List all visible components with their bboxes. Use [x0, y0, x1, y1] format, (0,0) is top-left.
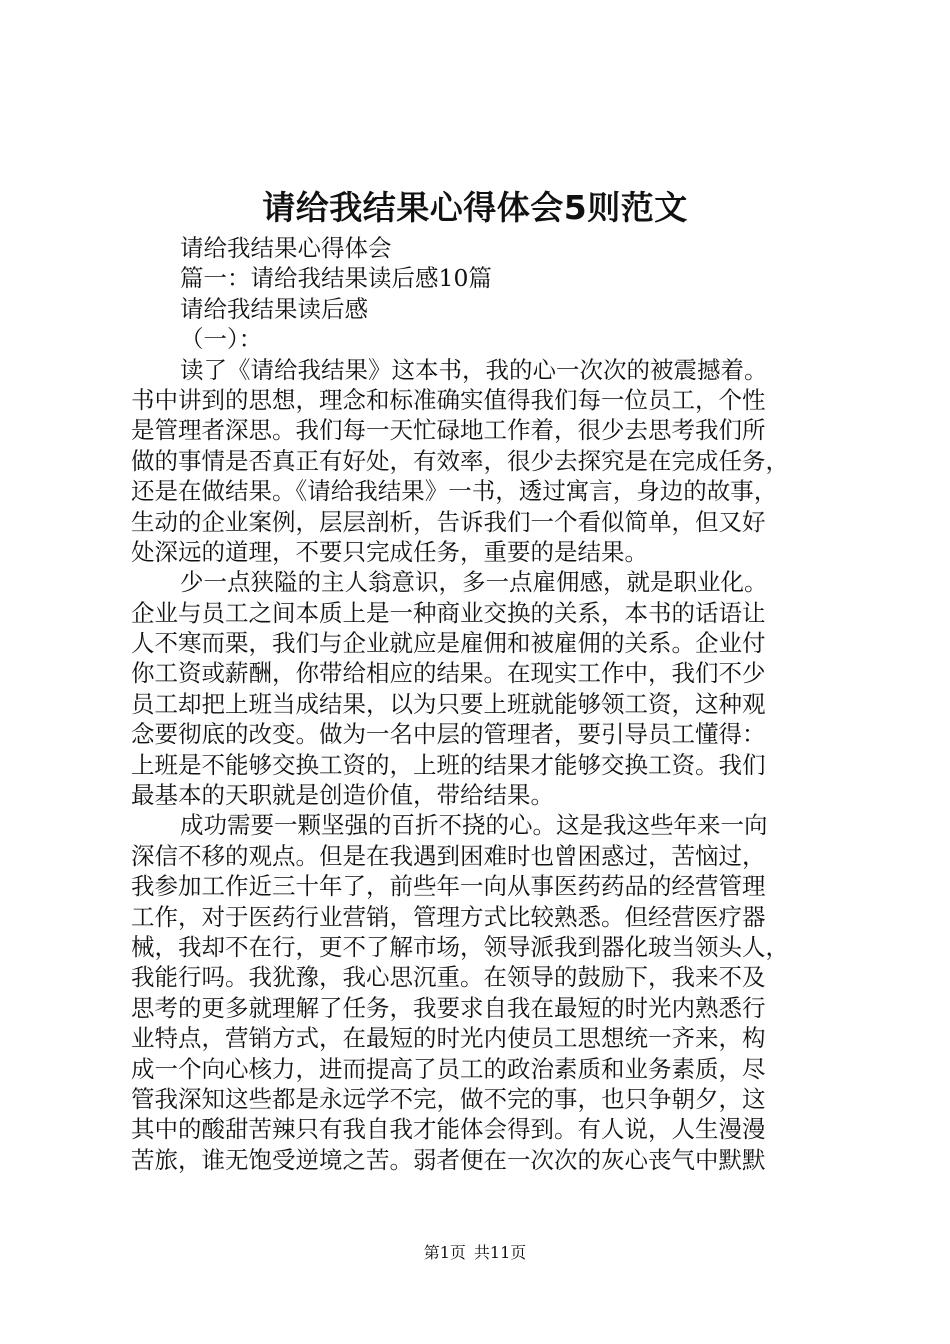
- text-line: 员工却把上班当成结果，以为只要上班就能够领工资，这种观: [131, 689, 766, 718]
- page-total: 共11页: [473, 1243, 527, 1262]
- text-line: 械，我却不在行，更不了解市场，领导派我到器化玻当领头人，: [131, 932, 789, 961]
- text-line: 上班是不能够交换工资的，上班的结果才能够交换工资。我们: [131, 750, 766, 779]
- document-title: 请给我结果心得体会5则范文: [262, 188, 688, 227]
- text-line: 成一个向心核力，进而提高了员工的政治素质和业务素质，尽: [131, 1054, 766, 1083]
- text-line: 工作，对于医药行业营销，管理方式比较熟悉。但经营医疗器: [131, 902, 766, 931]
- text-line: 最基本的天职就是创造价值，带给结果。: [131, 781, 554, 810]
- text-line: 我能行吗。我犹豫，我心思沉重。在领导的鼓励下，我来不及: [131, 963, 766, 992]
- text-line: 做的事情是否真正有好处，有效率，很少去探究是在完成任务，: [131, 446, 789, 475]
- text-line: 思考的更多就理解了任务，我要求自我在最短的时光内熟悉行: [131, 993, 766, 1022]
- text-line: 请给我结果读后感: [180, 294, 368, 323]
- text-line: 少一点狭隘的主人翁意识，多一点雇佣感，就是职业化。: [180, 568, 768, 597]
- text-line: 你工资或薪酬，你带给相应的结果。在现实工作中，我们不少: [131, 659, 766, 688]
- text-line: 深信不移的观点。但是在我遇到困难时也曾困惑过，苦恼过，: [131, 841, 766, 870]
- page-footer: [0, 1242, 950, 1264]
- text-line: 苦旅，谁无饱受逆境之苦。弱者便在一次次的灰心丧气中默默: [131, 1145, 766, 1174]
- text-line: 读了《请给我结果》这本书，我的心一次次的被震撼着。: [180, 355, 768, 384]
- text-line: 成功需要一颗坚强的百折不挠的心。这是我这些年来一向: [180, 811, 768, 840]
- text-line: 业特点，营销方式，在最短的时光内使员工思想统一齐来，构: [131, 1024, 766, 1053]
- document-body: [131, 233, 831, 1175]
- text-line: 是管理者深思。我们每一天忙碌地工作着，很少去思考我们所: [131, 416, 766, 445]
- text-line: 生动的企业案例，层层剖析，告诉我们一个看似简单，但又好: [131, 507, 766, 536]
- text-line: 还是在做结果。《请给我结果》一书，透过寓言，身边的故事，: [131, 477, 778, 506]
- text-line: （一）：: [180, 325, 263, 354]
- text-line: 人不寒而栗，我们与企业就应是雇佣和被雇佣的关系。企业付: [131, 629, 766, 658]
- text-line: 企业与员工之间本质上是一种商业交换的关系，本书的话语让: [131, 598, 766, 627]
- page-number: 第1页: [423, 1243, 466, 1262]
- text-line: 篇一：请给我结果读后感10篇: [180, 264, 492, 293]
- text-line: 管我深知这些都是永远学不完，做不完的事，也只争朝夕，这: [131, 1084, 766, 1113]
- text-line: 书中讲到的思想，理念和标准确实值得我们每一位员工，个性: [131, 385, 766, 414]
- text-line: 处深远的道理，不要只完成任务，重要的是结果。: [131, 537, 648, 566]
- text-line: 其中的酸甜苦辣只有我自我才能体会得到。有人说，人生漫漫: [131, 1115, 766, 1144]
- text-line: 请给我结果心得体会: [180, 234, 392, 262]
- text-line: 我参加工作近三十年了，前些年一向从事医药药品的经营管理: [131, 872, 766, 901]
- text-line: 念要彻底的改变。做为一名中层的管理者，要引导员工懂得：: [131, 720, 766, 749]
